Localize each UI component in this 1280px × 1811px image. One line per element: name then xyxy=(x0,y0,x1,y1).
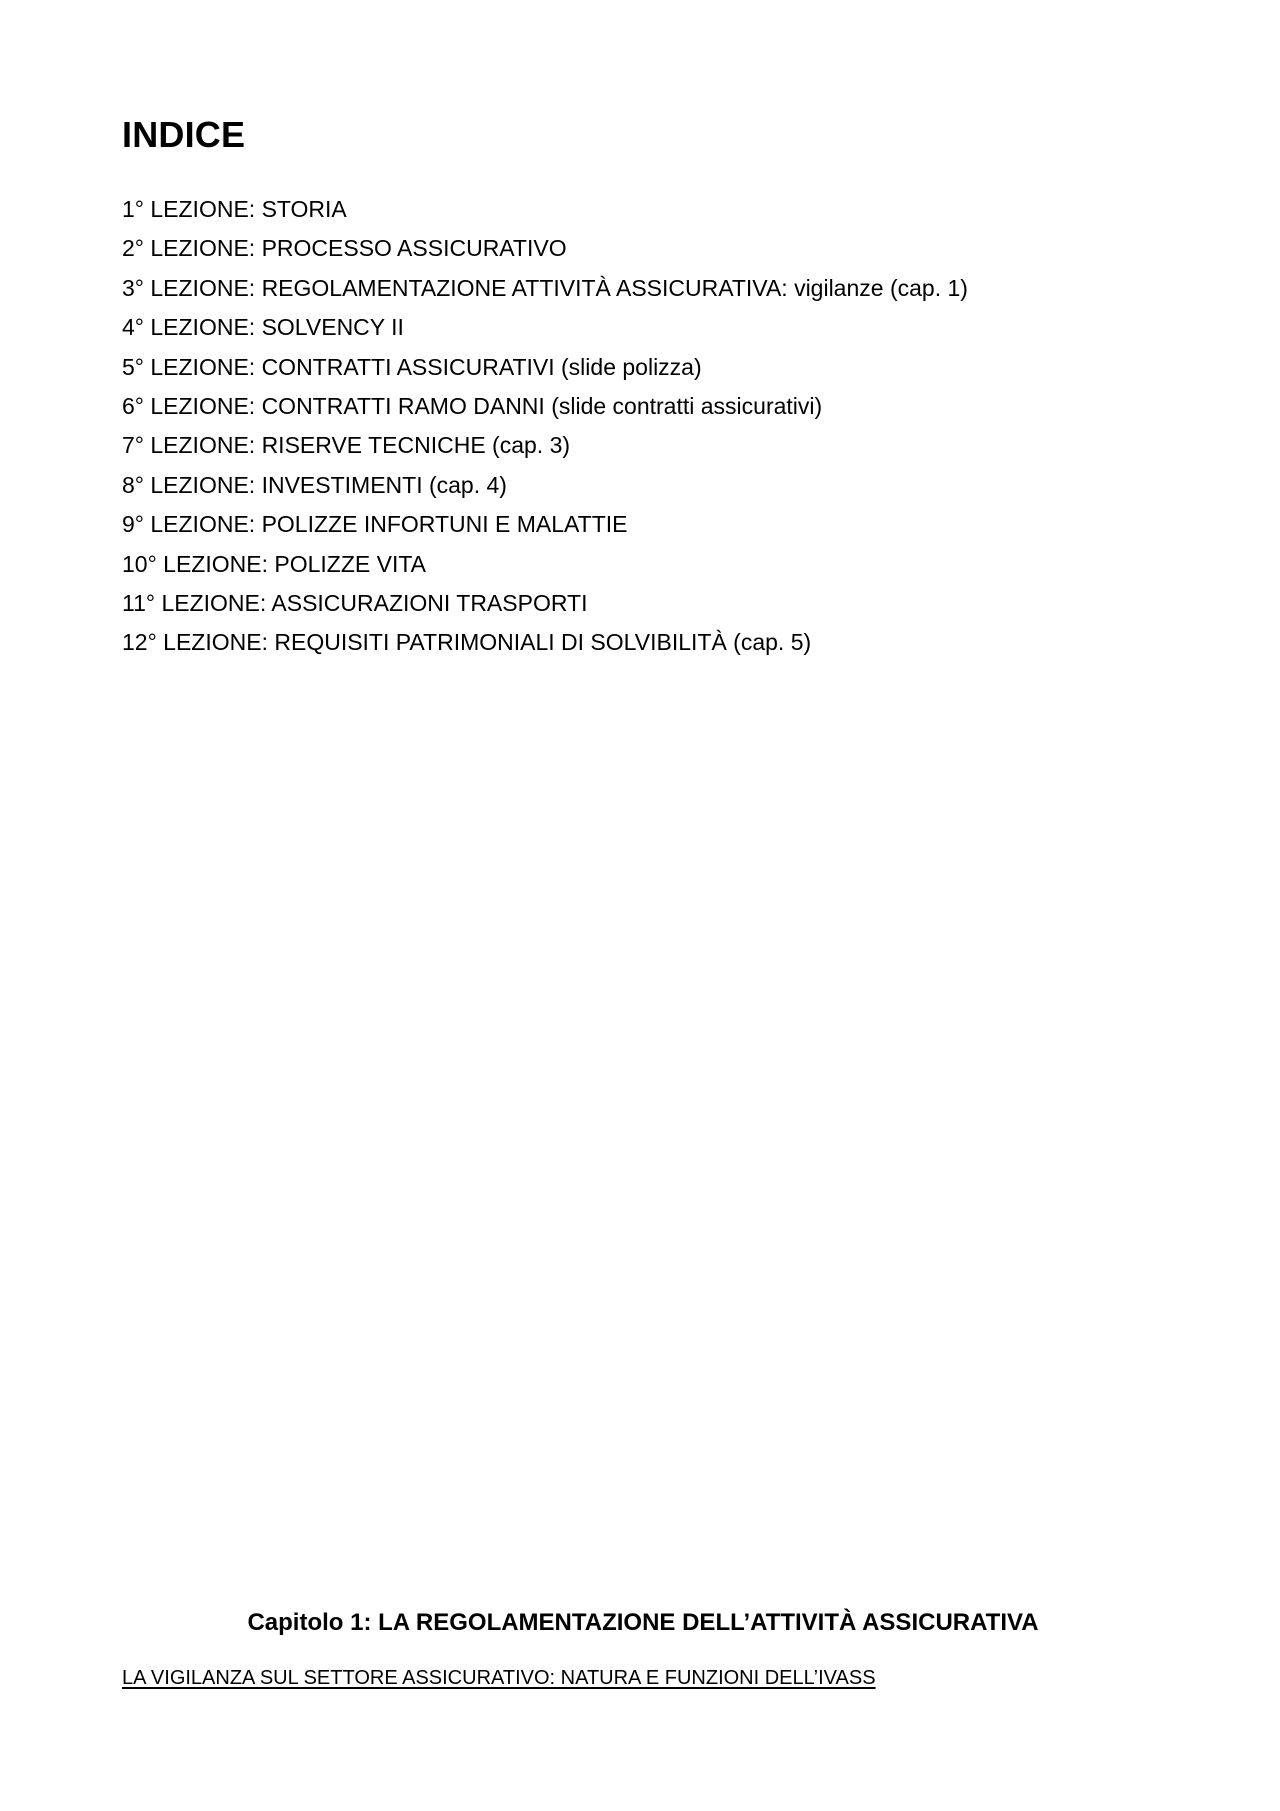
index-title: INDICE xyxy=(122,114,246,155)
index-item: 7° LEZIONE: RISERVE TECNICHE (cap. 3) xyxy=(122,432,571,459)
index-item: 1° LEZIONE: STORIA xyxy=(122,196,347,222)
section-heading: LA VIGILANZA SUL SETTORE ASSICURATIVO: NATURA E FUNZIONI DELL’IVASS xyxy=(122,1667,876,1689)
index-list xyxy=(122,190,968,663)
chapter-title: Capitolo 1: LA REGOLAMENTAZIONE DELL’ATTIVITÀ ASSICURATIVA xyxy=(247,1609,1039,1636)
index-item: 2° LEZIONE: PROCESSO ASSICURATIVO xyxy=(122,235,567,262)
index-item: 4° LEZIONE: SOLVENCY II xyxy=(122,314,404,341)
index-item: 8° LEZIONE: INVESTIMENTI (cap. 4) xyxy=(122,471,507,498)
index-item: 12° LEZIONE: REQUISITI PATRIMONIALI DI SOLVIBILITÀ (cap. 5) xyxy=(122,629,812,656)
index-item: 9° LEZIONE: POLIZZE INFORTUNI E MALATTIE xyxy=(122,511,628,538)
index-item: 6° LEZIONE: CONTRATTI RAMO DANNI (slide contratti assicurativi) xyxy=(122,392,823,419)
index-item: 11° LEZIONE: ASSICURAZIONI TRASPORTI xyxy=(122,589,588,616)
index-item: 5° LEZIONE: CONTRATTI ASSICURATIVI (slide polizza) xyxy=(122,353,702,380)
index-item: 3° LEZIONE: REGOLAMENTAZIONE ATTIVITÀ ASSICURATIVA: vigilanze (cap. 1) xyxy=(122,274,968,301)
index-item: 10° LEZIONE: POLIZZE VITA xyxy=(122,550,427,577)
